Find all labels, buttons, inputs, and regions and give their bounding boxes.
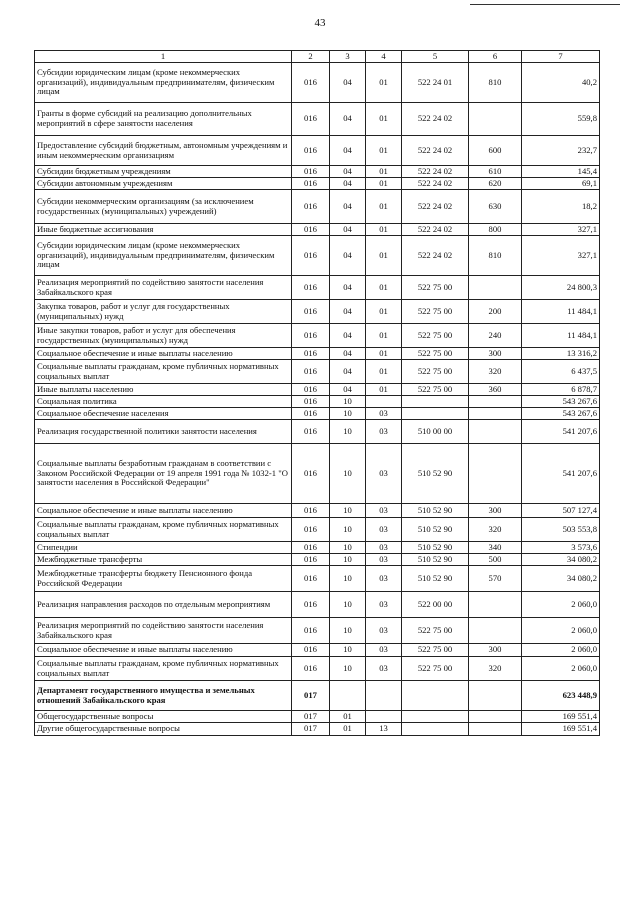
row-amount-cell: 541 207,6: [522, 444, 600, 504]
table-row: [35, 554, 600, 566]
row-expense-type-cell: 570: [469, 566, 522, 592]
row-target-code-cell: 522 24 02: [402, 103, 469, 136]
row-amount-cell: 6 878,7: [522, 384, 600, 396]
row-section-cell: 04: [330, 136, 366, 166]
table-row: [35, 190, 600, 224]
row-section-cell: 10: [330, 396, 366, 408]
row-expense-type-cell: 620: [469, 178, 522, 190]
row-admin-code-cell: 016: [292, 166, 330, 178]
row-admin-code-cell: 017: [292, 711, 330, 723]
row-section-cell: 10: [330, 518, 366, 542]
row-target-code-cell: [402, 723, 469, 736]
row-subsection-cell: 01: [366, 136, 402, 166]
row-amount-cell: 559,8: [522, 103, 600, 136]
row-section-cell: 10: [330, 420, 366, 444]
row-name-cell: Социальные выплаты гражданам, кроме публичных нормативных социальных выплат: [35, 657, 292, 681]
row-expense-type-cell: 320: [469, 360, 522, 384]
row-name-cell: Субсидии бюджетным учреждениям: [35, 166, 292, 178]
row-expense-type-cell: [469, 444, 522, 504]
row-target-code-cell: 522 24 02: [402, 166, 469, 178]
table-row: [35, 166, 600, 178]
header-cell: 4: [366, 51, 402, 63]
row-subsection-cell: 01: [366, 324, 402, 348]
row-expense-type-cell: 320: [469, 657, 522, 681]
row-target-code-cell: [402, 681, 469, 711]
row-subsection-cell: 01: [366, 103, 402, 136]
row-target-code-cell: 522 75 00: [402, 644, 469, 657]
row-target-code-cell: 510 52 90: [402, 542, 469, 554]
row-subsection-cell: 03: [366, 518, 402, 542]
row-expense-type-cell: 240: [469, 324, 522, 348]
row-name-cell: Субсидии некоммерческим организациям (за исключением государственных (муниципальных) учреждений): [35, 190, 292, 224]
row-expense-type-cell: 500: [469, 554, 522, 566]
row-target-code-cell: 522 75 00: [402, 360, 469, 384]
row-admin-code-cell: 016: [292, 384, 330, 396]
row-admin-code-cell: 016: [292, 178, 330, 190]
row-amount-cell: 327,1: [522, 224, 600, 236]
row-amount-cell: 169 551,4: [522, 711, 600, 723]
row-section-cell: 04: [330, 166, 366, 178]
header-row: [35, 51, 600, 63]
row-name-cell: Социальные выплаты гражданам, кроме публичных нормативных социальных выплат: [35, 360, 292, 384]
table-row: [35, 644, 600, 657]
row-amount-cell: 327,1: [522, 236, 600, 276]
row-name-cell: Межбюджетные трансферты: [35, 554, 292, 566]
row-subsection-cell: 03: [366, 420, 402, 444]
row-admin-code-cell: 016: [292, 348, 330, 360]
row-name-cell: Социальное обеспечение и иные выплаты населению: [35, 348, 292, 360]
table-row: [35, 63, 600, 103]
row-name-cell: Социальное обеспечение и иные выплаты населению: [35, 504, 292, 518]
row-expense-type-cell: 360: [469, 384, 522, 396]
table-row: [35, 300, 600, 324]
row-name-cell: Закупка товаров, работ и услуг для государственных (муниципальных) нужд: [35, 300, 292, 324]
row-target-code-cell: 522 24 01: [402, 63, 469, 103]
table-row: [35, 592, 600, 618]
row-expense-type-cell: [469, 103, 522, 136]
row-section-cell: 01: [330, 711, 366, 723]
row-name-cell: Реализация направления расходов по отдельным мероприятиям: [35, 592, 292, 618]
row-expense-type-cell: 200: [469, 300, 522, 324]
row-admin-code-cell: 017: [292, 681, 330, 711]
row-amount-cell: 507 127,4: [522, 504, 600, 518]
row-section-cell: 10: [330, 542, 366, 554]
row-name-cell: Субсидии юридическим лицам (кроме некоммерческих организаций), индивидуальным предпринимателям, физическим лицам: [35, 236, 292, 276]
row-amount-cell: 232,7: [522, 136, 600, 166]
row-admin-code-cell: 016: [292, 444, 330, 504]
row-subsection-cell: 01: [366, 348, 402, 360]
table-row: [35, 324, 600, 348]
row-subsection-cell: 03: [366, 657, 402, 681]
row-admin-code-cell: 016: [292, 236, 330, 276]
row-admin-code-cell: 016: [292, 618, 330, 644]
row-admin-code-cell: 016: [292, 592, 330, 618]
row-amount-cell: 34 080,2: [522, 554, 600, 566]
row-target-code-cell: [402, 711, 469, 723]
row-target-code-cell: 522 24 02: [402, 178, 469, 190]
row-subsection-cell: 03: [366, 644, 402, 657]
row-admin-code-cell: 016: [292, 103, 330, 136]
row-target-code-cell: 522 75 00: [402, 324, 469, 348]
row-target-code-cell: 522 24 02: [402, 236, 469, 276]
row-expense-type-cell: [469, 396, 522, 408]
row-expense-type-cell: [469, 711, 522, 723]
row-admin-code-cell: 016: [292, 518, 330, 542]
row-target-code-cell: 510 52 90: [402, 518, 469, 542]
table-row: [35, 681, 600, 711]
row-subsection-cell: [366, 681, 402, 711]
row-name-cell: Реализация мероприятий по содействию занятости населения Забайкальского края: [35, 276, 292, 300]
row-admin-code-cell: 016: [292, 408, 330, 420]
table-row: [35, 408, 600, 420]
table-row: [35, 618, 600, 644]
row-subsection-cell: 01: [366, 166, 402, 178]
row-expense-type-cell: 600: [469, 136, 522, 166]
row-amount-cell: 2 060,0: [522, 618, 600, 644]
table-row: [35, 384, 600, 396]
table-row: [35, 420, 600, 444]
row-subsection-cell: 03: [366, 408, 402, 420]
row-admin-code-cell: 016: [292, 566, 330, 592]
row-subsection-cell: 03: [366, 566, 402, 592]
row-expense-type-cell: [469, 408, 522, 420]
row-amount-cell: 623 448,9: [522, 681, 600, 711]
row-section-cell: 04: [330, 63, 366, 103]
row-section-cell: 04: [330, 224, 366, 236]
page-number: 43: [314, 17, 326, 29]
row-admin-code-cell: 016: [292, 657, 330, 681]
header-cell: 6: [469, 51, 522, 63]
table-row: [35, 360, 600, 384]
row-subsection-cell: 01: [366, 190, 402, 224]
row-section-cell: [330, 681, 366, 711]
row-amount-cell: 169 551,4: [522, 723, 600, 736]
row-amount-cell: 2 060,0: [522, 644, 600, 657]
row-target-code-cell: [402, 396, 469, 408]
table-row: [35, 566, 600, 592]
table-body: [35, 63, 600, 736]
row-subsection-cell: 01: [366, 236, 402, 276]
row-admin-code-cell: 017: [292, 723, 330, 736]
row-admin-code-cell: 016: [292, 542, 330, 554]
row-section-cell: 10: [330, 408, 366, 420]
row-subsection-cell: 03: [366, 542, 402, 554]
top-rule: [470, 4, 620, 5]
row-section-cell: 10: [330, 657, 366, 681]
row-name-cell: Иные выплаты населению: [35, 384, 292, 396]
table-row: [35, 224, 600, 236]
row-expense-type-cell: 610: [469, 166, 522, 178]
row-amount-cell: 503 553,8: [522, 518, 600, 542]
row-section-cell: 04: [330, 236, 366, 276]
row-amount-cell: 3 573,6: [522, 542, 600, 554]
row-section-cell: 10: [330, 592, 366, 618]
row-name-cell: Реализация мероприятий по содействию занятости населения Забайкальского края: [35, 618, 292, 644]
row-subsection-cell: 03: [366, 444, 402, 504]
row-target-code-cell: 522 24 02: [402, 190, 469, 224]
row-admin-code-cell: 016: [292, 504, 330, 518]
row-target-code-cell: 510 00 00: [402, 420, 469, 444]
table-row: [35, 396, 600, 408]
row-name-cell: Предоставление субсидий бюджетным, автономным учреждениям и иным некоммерческим организациям: [35, 136, 292, 166]
header-cell: 7: [522, 51, 600, 63]
table-row: [35, 348, 600, 360]
row-expense-type-cell: 630: [469, 190, 522, 224]
row-target-code-cell: 510 52 90: [402, 566, 469, 592]
row-amount-cell: 6 437,5: [522, 360, 600, 384]
row-subsection-cell: 01: [366, 300, 402, 324]
row-target-code-cell: 522 75 00: [402, 384, 469, 396]
header-cell: 3: [330, 51, 366, 63]
row-section-cell: 04: [330, 360, 366, 384]
header-cell: 2: [292, 51, 330, 63]
row-section-cell: 10: [330, 554, 366, 566]
row-admin-code-cell: 016: [292, 276, 330, 300]
row-expense-type-cell: 810: [469, 63, 522, 103]
row-subsection-cell: 01: [366, 360, 402, 384]
row-name-cell: Межбюджетные трансферты бюджету Пенсионного фонда Российской Федерации: [35, 566, 292, 592]
row-target-code-cell: 522 75 00: [402, 657, 469, 681]
row-subsection-cell: 03: [366, 554, 402, 566]
row-name-cell: Социальная политика: [35, 396, 292, 408]
table-row: [35, 103, 600, 136]
row-admin-code-cell: 016: [292, 420, 330, 444]
row-admin-code-cell: 016: [292, 554, 330, 566]
row-admin-code-cell: 016: [292, 136, 330, 166]
row-target-code-cell: 522 00 00: [402, 592, 469, 618]
row-expense-type-cell: 300: [469, 644, 522, 657]
row-expense-type-cell: 300: [469, 348, 522, 360]
row-admin-code-cell: 016: [292, 300, 330, 324]
row-subsection-cell: 13: [366, 723, 402, 736]
row-name-cell: Гранты в форме субсидий на реализацию дополнительных мероприятий в сфере занятости населения: [35, 103, 292, 136]
row-target-code-cell: 522 75 00: [402, 276, 469, 300]
row-name-cell: Социальное обеспечение и иные выплаты населению: [35, 644, 292, 657]
row-name-cell: Социальные выплаты гражданам, кроме публичных нормативных социальных выплат: [35, 518, 292, 542]
row-subsection-cell: 03: [366, 504, 402, 518]
row-target-code-cell: 522 75 00: [402, 348, 469, 360]
row-section-cell: 10: [330, 566, 366, 592]
row-amount-cell: 13 316,2: [522, 348, 600, 360]
row-admin-code-cell: 016: [292, 190, 330, 224]
row-expense-type-cell: [469, 723, 522, 736]
row-target-code-cell: 510 52 90: [402, 444, 469, 504]
row-amount-cell: 145,4: [522, 166, 600, 178]
row-section-cell: 04: [330, 103, 366, 136]
row-target-code-cell: 522 24 02: [402, 224, 469, 236]
row-name-cell: Реализация государственной политики занятости населения: [35, 420, 292, 444]
table-row: [35, 504, 600, 518]
row-subsection-cell: 01: [366, 224, 402, 236]
row-name-cell: Социальные выплаты безработным гражданам в соответствии с Законом Российской Федерации от 19 апреля 1991 года № 1032-1 "О занятости населения в Российской Федерации": [35, 444, 292, 504]
table-row: [35, 136, 600, 166]
table-row: [35, 542, 600, 554]
row-section-cell: 10: [330, 618, 366, 644]
row-target-code-cell: [402, 408, 469, 420]
header-cell: 5: [402, 51, 469, 63]
row-section-cell: 04: [330, 324, 366, 348]
row-section-cell: 04: [330, 348, 366, 360]
table-row: [35, 178, 600, 190]
row-admin-code-cell: 016: [292, 63, 330, 103]
row-amount-cell: 69,1: [522, 178, 600, 190]
row-expense-type-cell: [469, 276, 522, 300]
row-admin-code-cell: 016: [292, 360, 330, 384]
row-subsection-cell: 03: [366, 592, 402, 618]
row-amount-cell: 11 484,1: [522, 300, 600, 324]
row-expense-type-cell: [469, 618, 522, 644]
row-expense-type-cell: 300: [469, 504, 522, 518]
row-name-cell: Общегосударственные вопросы: [35, 711, 292, 723]
row-target-code-cell: 522 75 00: [402, 300, 469, 324]
row-subsection-cell: 01: [366, 384, 402, 396]
row-name-cell: Другие общегосударственные вопросы: [35, 723, 292, 736]
row-subsection-cell: 01: [366, 178, 402, 190]
row-name-cell: Социальное обеспечение населения: [35, 408, 292, 420]
row-section-cell: 04: [330, 384, 366, 396]
row-admin-code-cell: 016: [292, 324, 330, 348]
table-row: [35, 711, 600, 723]
row-subsection-cell: [366, 711, 402, 723]
row-expense-type-cell: [469, 592, 522, 618]
row-section-cell: 04: [330, 178, 366, 190]
row-amount-cell: 2 060,0: [522, 657, 600, 681]
row-amount-cell: 2 060,0: [522, 592, 600, 618]
row-name-cell: Иные закупки товаров, работ и услуг для обеспечения государственных (муниципальных) нужд: [35, 324, 292, 348]
table-row: [35, 723, 600, 736]
row-section-cell: 04: [330, 276, 366, 300]
row-target-code-cell: 510 52 90: [402, 504, 469, 518]
table-row: [35, 276, 600, 300]
row-amount-cell: 543 267,6: [522, 408, 600, 420]
row-subsection-cell: 03: [366, 618, 402, 644]
header-cell: 1: [35, 51, 292, 63]
row-subsection-cell: [366, 396, 402, 408]
row-section-cell: 04: [330, 300, 366, 324]
row-amount-cell: 543 267,6: [522, 396, 600, 408]
row-name-cell: Департамент государственного имущества и земельных отношений Забайкальского края: [35, 681, 292, 711]
row-name-cell: Субсидии юридическим лицам (кроме некоммерческих организаций), индивидуальным предпринимателям, физическим лицам: [35, 63, 292, 103]
row-name-cell: Субсидии автономным учреждениям: [35, 178, 292, 190]
row-subsection-cell: 01: [366, 63, 402, 103]
row-amount-cell: 18,2: [522, 190, 600, 224]
row-section-cell: 10: [330, 444, 366, 504]
row-target-code-cell: 522 24 02: [402, 136, 469, 166]
row-expense-type-cell: 800: [469, 224, 522, 236]
row-admin-code-cell: 016: [292, 396, 330, 408]
row-expense-type-cell: 810: [469, 236, 522, 276]
row-name-cell: Иные бюджетные ассигнования: [35, 224, 292, 236]
row-expense-type-cell: [469, 681, 522, 711]
table-row: [35, 236, 600, 276]
row-amount-cell: 40,2: [522, 63, 600, 103]
row-amount-cell: 541 207,6: [522, 420, 600, 444]
row-section-cell: 10: [330, 644, 366, 657]
row-target-code-cell: 522 75 00: [402, 618, 469, 644]
row-expense-type-cell: [469, 420, 522, 444]
row-admin-code-cell: 016: [292, 644, 330, 657]
row-admin-code-cell: 016: [292, 224, 330, 236]
row-section-cell: 10: [330, 504, 366, 518]
table-row: [35, 444, 600, 504]
row-section-cell: 04: [330, 190, 366, 224]
row-subsection-cell: 01: [366, 276, 402, 300]
row-target-code-cell: 510 52 90: [402, 554, 469, 566]
row-amount-cell: 11 484,1: [522, 324, 600, 348]
row-name-cell: Стипендии: [35, 542, 292, 554]
row-expense-type-cell: 320: [469, 518, 522, 542]
row-expense-type-cell: 340: [469, 542, 522, 554]
row-amount-cell: 34 080,2: [522, 566, 600, 592]
budget-table: [34, 50, 600, 736]
table-row: [35, 657, 600, 681]
row-section-cell: 01: [330, 723, 366, 736]
row-amount-cell: 24 800,3: [522, 276, 600, 300]
table-row: [35, 518, 600, 542]
